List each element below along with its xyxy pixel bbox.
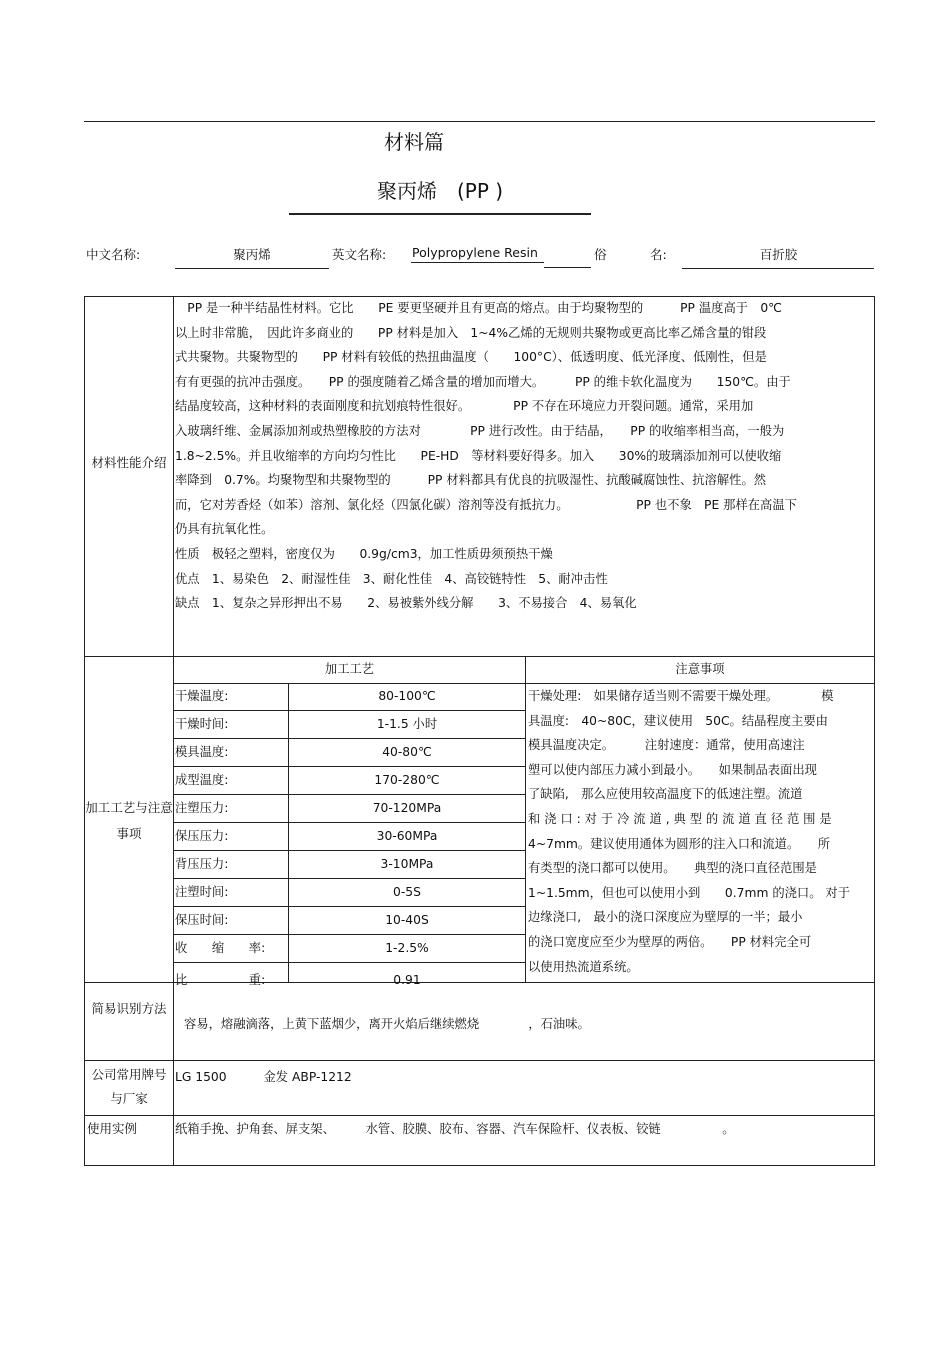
notes-line: 和 浇 口 : 对 于 冷 流 道 , 典 型 的 流 道 直 径 范 围 是	[528, 811, 832, 826]
notes-line: 1~1.5mm，但也可以使用小到 0.7mm 的浇口。 对于	[528, 885, 851, 900]
en-name-value: Polypropylene Resin	[412, 245, 538, 260]
notes-line: 了缺陷, 那么应使用较高温度下的低速注塑。流道	[528, 787, 803, 802]
properties-line: 率降到 0.7%。均聚物型和共聚物型的 PP 材料都具有优良的抗吸湿性、抗酸碱腐蚀性、抗溶解性。然	[175, 473, 767, 488]
process-params	[173, 683, 525, 991]
en-name-underline-ext	[544, 267, 591, 268]
param-name: 注塑压力:	[175, 801, 229, 815]
param-name: 干燥时间:	[175, 717, 229, 731]
alias-label-2: 名:	[650, 247, 667, 262]
table-row	[173, 823, 525, 851]
notes-line: 塑可以使内部压力减小到最小。 如果制品表面出现	[528, 762, 817, 777]
notes-line: 以使用热流道系统。	[528, 959, 639, 974]
table-row	[173, 851, 525, 879]
param-name: 比 重:	[175, 973, 266, 987]
param-name: 保压压力:	[175, 829, 229, 843]
alias-value: 百折胶	[759, 247, 798, 262]
param-name: 模具温度:	[175, 745, 229, 759]
param-value: 70-120MPa	[372, 801, 442, 815]
cn-name-value: 聚丙烯	[233, 247, 271, 262]
notes-line: 具温度: 40~80C，建议使用 50C。结晶程度主要由	[528, 713, 828, 728]
process-notes	[528, 684, 874, 979]
process-column-header: 加工工艺	[324, 662, 375, 676]
notes-line: 边缘浇口, 最小的浇口深度应为壁厚的一半；最小	[528, 910, 803, 925]
param-value: 3-10MPa	[380, 857, 434, 871]
table-row	[173, 907, 525, 935]
param-name: 背压压力:	[175, 857, 229, 871]
properties-line: 优点 1、易染色 2、耐湿性佳 3、耐化性佳 4、高铰链特性 5、耐冲击性	[175, 571, 608, 586]
param-value: 0-5S	[393, 885, 421, 899]
param-value: 170-280℃	[374, 773, 440, 787]
en-name-label: 英文名称:	[332, 247, 387, 262]
properties-line: 缺点 1、复杂之异形押出不易 2、易被紫外线分解 3、不易接合 4、易氧化	[175, 596, 637, 611]
en-name-underline	[411, 262, 544, 263]
category-title: 材料篇	[384, 130, 444, 154]
param-name: 注塑时间:	[175, 885, 229, 899]
table-row	[173, 935, 525, 963]
table-row	[173, 795, 525, 823]
usage-label: 使用实例	[87, 1121, 138, 1136]
properties-line: 入玻璃纤维、金属添加剂或热塑橡胶的方法对 PP 进行改性。由于结晶， PP 的收缩率相当高，一般为	[175, 423, 785, 438]
param-value: 10-40S	[385, 913, 429, 927]
table-row	[173, 879, 525, 907]
top-rule	[84, 121, 875, 122]
table-row	[173, 767, 525, 795]
cn-name-label: 中文名称:	[86, 247, 141, 262]
alias-label-1: 俗	[594, 247, 607, 262]
identification-label: 简易识别方法	[91, 1001, 167, 1016]
properties-line: 结晶度较高，这种材料的表面刚度和抗划痕特性很好。 PP 不存在环境应力开裂问题。通常，采用加	[175, 399, 754, 414]
alias-underline	[682, 268, 874, 269]
identification-text: 容易，熔融滴落，上黄下蓝烟少，离开火焰后继续燃烧 ，石油味。	[184, 1017, 590, 1031]
properties-line: 1.8~2.5%。并且收缩率的方向均匀性比 PE-HD 等材料要好得多。加入 30%的玻璃添加剂可以使收缩	[175, 448, 782, 463]
notes-column-header: 注意事项	[675, 662, 725, 676]
notes-line: 干燥处理: 如果储存适当则不需要干燥处理。 模	[528, 689, 834, 703]
notes-line: 模具温度决定。 注射速度：通常，使用高速注	[528, 738, 805, 753]
row-divider-4	[84, 1115, 875, 1116]
properties-line: 有有更强的抗冲击强度。 PP 的强度随着乙烯含量的增加而增大。 PP 的维卡软化温度为 150℃。由于	[175, 374, 791, 389]
properties-line: 性质 极轻之塑料，密度仅为 0.9g/cm3，加工性质毋须预热干燥	[175, 546, 553, 561]
table-row	[173, 739, 525, 767]
process-notes-divider	[525, 656, 526, 982]
param-value: 1-2.5%	[385, 941, 429, 955]
table-row	[173, 711, 525, 739]
param-name: 保压时间:	[175, 913, 229, 927]
notes-line: 的浇口宽度应至少为壁厚的两倍。 PP 材料完全可	[528, 934, 812, 949]
processing-label: 加工工艺与注意事项	[85, 800, 173, 841]
param-name: 干燥温度:	[175, 689, 229, 703]
properties-line: 而，它对芳香烃（如苯）溶剂、氯化烃（四氯化碳）溶剂等没有抵抗力。 PP 也不象 PE 那样在高温下	[175, 497, 797, 512]
properties-label: 材料性能介绍	[91, 455, 167, 470]
notes-line: 有类型的浇口都可以使用。 典型的浇口直径范围是	[528, 861, 817, 876]
properties-text	[175, 296, 873, 616]
param-value: 1-1.5 小时	[376, 717, 438, 731]
notes-line: 4~7mm。建议使用通体为圆形的注入口和流道。 所	[528, 836, 830, 851]
properties-line: PP 是一种半结晶性材料。它比 PE 要更坚硬并且有更高的熔点。由于均聚物型的 PP 温度高于 0℃	[175, 301, 782, 315]
param-name: 成型温度:	[175, 773, 229, 787]
param-name: 收 缩 率:	[175, 941, 266, 955]
table-row	[173, 963, 525, 991]
page-title: 聚丙烯 (PP )	[376, 179, 504, 203]
row-divider-3	[84, 1060, 875, 1061]
table-row	[173, 683, 525, 711]
cn-name-underline	[175, 268, 329, 269]
brands-text: LG 1500 金发 ABP-1212	[175, 1070, 352, 1084]
param-value: 0.91	[393, 973, 421, 987]
param-value: 80-100℃	[378, 689, 436, 703]
param-value: 30-60MPa	[376, 829, 438, 843]
properties-line: 式共聚物。共聚物型的 PP 材料有较低的热扭曲温度（ 100°C）、低透明度、低光泽度、低刚性，但是	[175, 350, 767, 365]
properties-line: 以上时非常脆， 因此许多商业的 PP 材料是加入 1~4%乙烯的无规则共聚物或更高比率乙烯含量的钳段	[175, 325, 767, 340]
properties-line: 仍具有抗氧化性。	[175, 522, 274, 537]
title-underline	[289, 213, 591, 215]
usage-text: 纸箱手挽、护角套、屏支架、 水管、胶膜、胶布、容器、汽车保险杆、仪表板、铰链 。	[175, 1122, 735, 1136]
brands-label: 公司常用牌号与厂家	[91, 1067, 167, 1106]
param-value: 40-80℃	[382, 745, 432, 759]
